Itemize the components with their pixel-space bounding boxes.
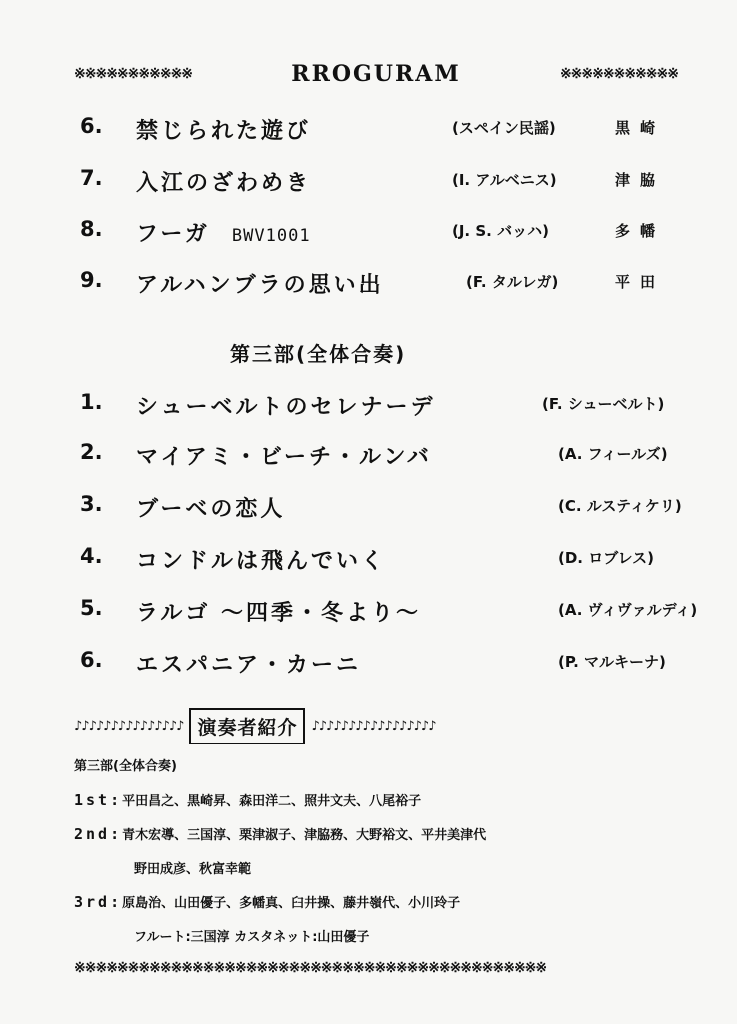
- item-number: 2.: [80, 440, 103, 464]
- item-composer: (P. マルキーナ): [558, 653, 666, 671]
- item-composer: (スペイン民謡): [452, 119, 556, 137]
- item-title: [136, 217, 311, 248]
- item-performer: 多幡: [615, 222, 666, 240]
- item-number: 8.: [80, 217, 103, 241]
- part-label: 1st:: [74, 791, 123, 809]
- item-title: エスパニア・カーニ: [136, 653, 362, 678]
- header-left-decoration: ※※※※※※※※※※※: [74, 66, 193, 82]
- part-names: 平田昌之、黒崎昇、森田洋二、照井文夫、八尾裕子: [122, 794, 422, 809]
- item-number: 1.: [80, 390, 103, 414]
- program-item: [80, 114, 670, 144]
- program-item: [80, 268, 670, 298]
- performers-intro-bar: [74, 708, 678, 744]
- program-item: [80, 544, 670, 574]
- performers-2nd-continued: 野田成彦、秋富幸範: [134, 862, 252, 877]
- program-item: [80, 166, 670, 196]
- section-title: 第三部(全体合奏): [230, 342, 407, 366]
- item-title: ラルゴ 〜四季・冬より〜: [136, 601, 421, 626]
- item-composer: (J. S. バッハ): [452, 222, 549, 240]
- item-title: コンドルは飛んでいく: [136, 549, 387, 574]
- item-composer: (I. アルベニス): [452, 171, 557, 189]
- item-composer: (F. タルレガ): [466, 273, 559, 291]
- performers-3rd: [74, 892, 460, 911]
- performers-heading: 第三部(全体合奏): [74, 759, 177, 774]
- item-number: 9.: [80, 268, 103, 292]
- part-label: 3rd:: [74, 893, 123, 911]
- music-notes-right: ♪♪♪♪♪♪♪♪♪♪♪♪♪♪♪♪♪: [311, 718, 436, 734]
- item-number: 6.: [80, 114, 103, 138]
- program-item: [80, 217, 670, 247]
- performers-1st: [74, 790, 421, 809]
- part-label: 2nd:: [74, 825, 123, 843]
- part-names: 青木宏導、三国淳、栗津淑子、津脇務、大野裕文、平井美津代: [122, 828, 487, 843]
- program-item: [80, 648, 670, 678]
- item-number: 4.: [80, 544, 103, 568]
- performers-extra: フルート:三国淳 カスタネット:山田優子: [134, 930, 370, 945]
- item-composer: (A. フィールズ): [558, 445, 668, 463]
- program-item: [80, 390, 670, 420]
- item-title: ブーベの恋人: [136, 497, 286, 522]
- item-title: 入江のざわめき: [136, 171, 312, 196]
- footer-decoration: ※※※※※※※※※※※※※※※※※※※※※※※※※※※※※※※※※※※※※※※※※※※※: [74, 960, 547, 976]
- program-item: [80, 492, 682, 522]
- header-right-decoration: ※※※※※※※※※※※: [559, 66, 678, 82]
- performers-intro-title: 演奏者紹介: [189, 708, 305, 744]
- program-item: [80, 596, 698, 626]
- item-number: 3.: [80, 492, 103, 516]
- item-title: アルハンブラの思い出: [136, 273, 384, 298]
- program-header: [74, 62, 678, 86]
- item-composer: (F. シューベルト): [542, 395, 665, 413]
- part-names: 原島治、山田優子、多幡真、臼井操、藤井嶺代、小川玲子: [122, 896, 461, 911]
- item-title-catalog: BWV1001: [231, 226, 311, 246]
- performers-2nd: [74, 824, 486, 843]
- item-performer: 黒崎: [615, 119, 666, 137]
- item-composer: (A. ヴィヴァルディ): [558, 601, 698, 619]
- item-title: シューベルトのセレナーデ: [136, 395, 436, 420]
- item-performer: 平田: [615, 273, 666, 291]
- program-item: [80, 440, 670, 470]
- item-number: 6.: [80, 648, 103, 672]
- program-title: RROGURAM: [291, 62, 461, 86]
- item-title: マイアミ・ビーチ・ルンバ: [136, 445, 432, 470]
- item-title-main: フーガ: [136, 222, 210, 247]
- item-number: 7.: [80, 166, 103, 190]
- item-title: 禁じられた遊び: [136, 119, 312, 144]
- item-composer: (D. ロブレス): [558, 549, 655, 567]
- item-composer: (C. ルスティケリ): [558, 497, 682, 515]
- item-performer: 津脇: [615, 171, 666, 189]
- item-number: 5.: [80, 596, 103, 620]
- music-notes-left: ♪♪♪♪♪♪♪♪♪♪♪♪♪♪♪: [74, 718, 184, 734]
